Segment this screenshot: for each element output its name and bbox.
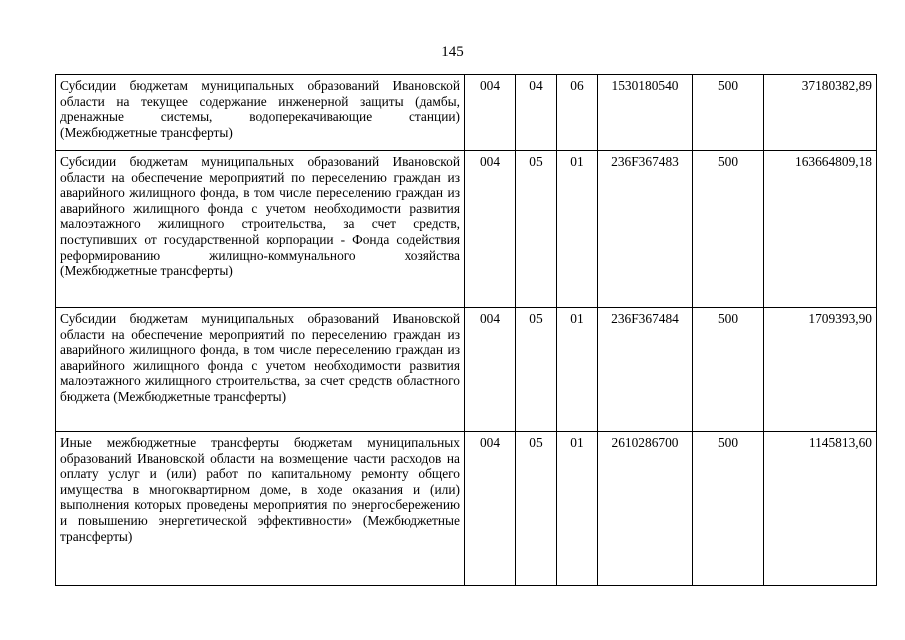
section-code: 05 xyxy=(516,308,557,432)
table-row xyxy=(56,432,877,586)
subsection-code: 06 xyxy=(557,75,598,151)
budget-table xyxy=(55,74,877,586)
section-code: 05 xyxy=(516,151,557,308)
section-code: 05 xyxy=(516,432,557,586)
table-row xyxy=(56,308,877,432)
row-description: Субсидии бюджетам муниципальных образований Ивановской области на обеспечение мероприятий по переселению граждан из аварийного жилищного фонда, в том числе переселению граждан из аварийного жилищного фонда с учетом необходимости развития малоэтажного жилищного строительства, за счет средств областного бюджета (Межбюджетные трансферты) xyxy=(56,308,465,432)
row-description: Иные межбюджетные трансферты бюджетам муниципальных образований Ивановской области на возмещение части расходов на оплату услуг и (или) работ по капитальному ремонту общего имущества в многоквартирном доме, в ходе оказания и (или) выполнения которых проведены мероприятия по энергосбережению и повышению энергетической эффективности» (Межбюджетные трансферты) xyxy=(56,432,465,586)
section-code: 04 xyxy=(516,75,557,151)
target-article-code: 2610286700 xyxy=(598,432,693,586)
amount: 1145813,60 xyxy=(764,432,877,586)
expense-type-code: 500 xyxy=(693,308,764,432)
subsection-code: 01 xyxy=(557,151,598,308)
amount: 1709393,90 xyxy=(764,308,877,432)
ministry-code: 004 xyxy=(465,432,516,586)
target-article-code: 236F367483 xyxy=(598,151,693,308)
table-row xyxy=(56,75,877,151)
row-description: Субсидии бюджетам муниципальных образований Ивановской области на обеспечение мероприятий по переселению граждан из аварийного жилищного фонда, в том числе переселению граждан из аварийного жилищного фонда с учетом необходимости развития малоэтажного жилищного строительства, за счет средств, поступивших от государственной корпорации - Фонда содействия реформированию жилищно-коммунального хозяйства (Межбюджетные трансферты) xyxy=(56,151,465,308)
subsection-code: 01 xyxy=(557,308,598,432)
expense-type-code: 500 xyxy=(693,75,764,151)
expense-type-code: 500 xyxy=(693,151,764,308)
ministry-code: 004 xyxy=(465,75,516,151)
table-row xyxy=(56,151,877,308)
target-article-code: 1530180540 xyxy=(598,75,693,151)
target-article-code: 236F367484 xyxy=(598,308,693,432)
expense-type-code: 500 xyxy=(693,432,764,586)
page-number: 145 xyxy=(441,44,464,60)
subsection-code: 01 xyxy=(557,432,598,586)
amount: 37180382,89 xyxy=(764,75,877,151)
amount: 163664809,18 xyxy=(764,151,877,308)
ministry-code: 004 xyxy=(465,151,516,308)
ministry-code: 004 xyxy=(465,308,516,432)
row-description: Субсидии бюджетам муниципальных образований Ивановской области на текущее содержание инженерной защиты (дамбы, дренажные системы, водоперекачивающие станции) (Межбюджетные трансферты) xyxy=(56,75,465,151)
